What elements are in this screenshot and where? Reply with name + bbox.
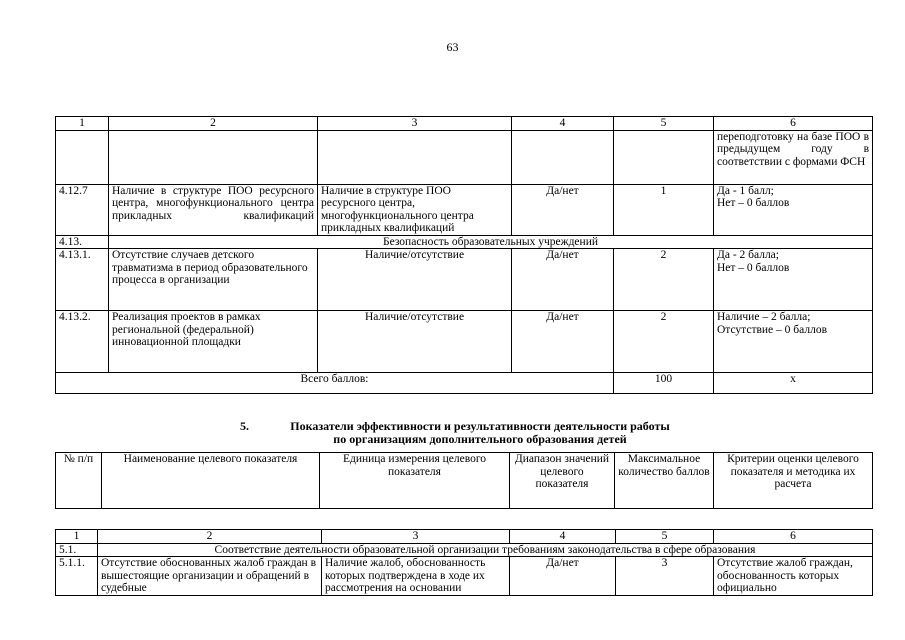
section-title: Соответствие деятельности образовательной организации требованиям законодательства в сфере образования bbox=[98, 543, 873, 557]
col-number-4: 4 bbox=[510, 530, 616, 544]
value-range: Да/нет bbox=[512, 311, 614, 373]
header-max-points: Максимальное количество баллов bbox=[615, 453, 714, 509]
criteria-cell: Отсутствие жалоб граждан, обоснованность которых официально bbox=[714, 557, 873, 596]
total-row bbox=[56, 373, 873, 394]
max-points: 1 bbox=[614, 184, 714, 235]
measurement-unit: Наличие в структуре ПОО ресурсного центра, многофункционального центра прикладных квалификаций bbox=[318, 184, 512, 235]
row-number: 4.13.2. bbox=[56, 311, 109, 373]
cell-empty bbox=[109, 130, 318, 184]
criteria-cell bbox=[714, 184, 873, 235]
criteria-cell bbox=[714, 249, 873, 311]
cell-empty bbox=[56, 130, 109, 184]
col-number-2: 2 bbox=[109, 117, 318, 131]
section-number: 5. bbox=[240, 419, 249, 433]
criteria-cell bbox=[714, 311, 873, 373]
indicator-name: Наличие в структуре ПОО ресурсного центра, многофункционального центра прикладных квалификаций bbox=[109, 184, 318, 235]
section-title-line-2: по организациям дополнительного образования детей bbox=[333, 432, 627, 446]
criteria-cell: переподготовку на базе ПОО в предыдущем году в соответствии с формами ФСН bbox=[714, 130, 873, 184]
total-x: х bbox=[714, 373, 873, 394]
value-range: Да/нет bbox=[510, 557, 616, 596]
col-number-6: 6 bbox=[714, 117, 873, 131]
section-heading bbox=[200, 420, 760, 446]
indicator-name: Отсутствие обоснованных жалоб граждан в вышестоящие организации и обращений в судебные bbox=[98, 557, 322, 596]
measurement-unit: Наличие жалоб, обоснованность которых подтверждена в ходе их рассмотрения на основании bbox=[322, 557, 510, 596]
col-number-5: 5 bbox=[614, 117, 714, 131]
row-number: 4.13.1. bbox=[56, 249, 109, 311]
max-points: 2 bbox=[614, 249, 714, 311]
section-row-5-1 bbox=[56, 543, 873, 557]
criteria-line: Отсутствие – 0 баллов bbox=[717, 323, 827, 336]
section-title-line-1: Показатели эффективности и результативности деятельности работы bbox=[290, 419, 670, 433]
table-row-4-13-1 bbox=[56, 249, 873, 311]
criteria-table-continued bbox=[55, 116, 873, 394]
cell-empty bbox=[614, 130, 714, 184]
col-number-3: 3 bbox=[318, 117, 512, 131]
col-number-1: 1 bbox=[56, 117, 109, 131]
row-number: 5.1.1. bbox=[56, 557, 98, 596]
header-indicator-name: Наименование целевого показателя bbox=[102, 453, 320, 509]
col-number-4: 4 bbox=[512, 117, 614, 131]
max-points: 2 bbox=[614, 311, 714, 373]
measurement-unit: Наличие/отсутствие bbox=[318, 249, 512, 311]
cell-empty bbox=[512, 130, 614, 184]
indicator-name: Отсутствие случаев детского травматизма в период образовательного процесса в организации bbox=[109, 249, 318, 311]
header-number: № п/п bbox=[56, 453, 102, 509]
row-number: 4.12.7 bbox=[56, 184, 109, 235]
col-number-2: 2 bbox=[98, 530, 322, 544]
col-number-1: 1 bbox=[56, 530, 98, 544]
value-range: Да/нет bbox=[512, 184, 614, 235]
section-title: Безопасность образовательных учреждений bbox=[109, 235, 873, 249]
indicator-name: Реализация проектов в рамках региональной (федеральной) инновационной площадки bbox=[109, 311, 318, 373]
criteria-line: Да - 2 балла; bbox=[717, 249, 779, 261]
measurement-unit: Наличие/отсутствие bbox=[318, 311, 512, 373]
value-range: Да/нет bbox=[512, 249, 614, 311]
criteria-line: Нет – 0 баллов bbox=[717, 197, 790, 209]
col-number-3: 3 bbox=[322, 530, 510, 544]
header-range: Диапазон значений целевого показателя bbox=[510, 453, 615, 509]
col-number-5: 5 bbox=[616, 530, 714, 544]
table-row-5-1-1 bbox=[56, 557, 873, 596]
cell-empty bbox=[318, 130, 512, 184]
column-number-row bbox=[56, 530, 873, 544]
criteria-line: Да - 1 балл; bbox=[717, 184, 774, 197]
header-row bbox=[56, 453, 873, 509]
section-row-4-13 bbox=[56, 235, 873, 249]
section-number: 4.13. bbox=[56, 235, 109, 249]
header-criteria: Критерии оценки целевого показателя и методика их расчета bbox=[714, 453, 873, 509]
column-number-row bbox=[56, 117, 873, 131]
indicators-table bbox=[55, 529, 873, 596]
continuation-row bbox=[56, 130, 873, 184]
indicators-header-table bbox=[55, 452, 873, 509]
criteria-line: Наличие – 2 балла; bbox=[717, 311, 811, 323]
criteria-line: Нет – 0 баллов bbox=[717, 261, 790, 274]
section-number: 5.1. bbox=[56, 543, 98, 557]
max-points: 3 bbox=[616, 557, 714, 596]
table-row-4-13-2 bbox=[56, 311, 873, 373]
total-value: 100 bbox=[614, 373, 714, 394]
table-row-4-12-7 bbox=[56, 184, 873, 235]
col-number-6: 6 bbox=[714, 530, 873, 544]
header-unit: Единица измерения целевого показателя bbox=[320, 453, 510, 509]
total-label: Всего баллов: bbox=[56, 373, 614, 394]
page-number: 63 bbox=[446, 40, 459, 54]
